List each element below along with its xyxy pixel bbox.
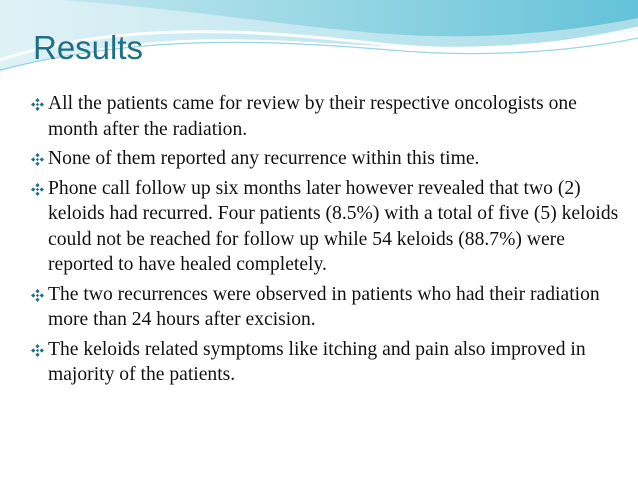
bullet-list [30, 91, 620, 392]
bullet-item [30, 282, 620, 333]
bullet-text: All the patients came for review by their respective oncologists one month after the radiation. [48, 93, 577, 140]
bullet-item [30, 146, 620, 172]
diamond-cluster-icon [31, 289, 44, 302]
bullet-text: The two recurrences were observed in patients who had their radiation more than 24 hours after excision. [48, 283, 600, 330]
bullet-text: Phone call follow up six months later however revealed that two (2) keloids had recurred. Four patients (8.5%) with a total of five (5) keloids could not be reached for follow up while 54 keloids (88.7%) were reported to have healed completely. [48, 177, 619, 275]
slide-title: Results [33, 29, 144, 66]
bullet-item [30, 337, 620, 388]
diamond-cluster-icon [31, 344, 44, 357]
diamond-cluster-icon [31, 98, 44, 111]
bullet-text: None of them reported any recurrence within this time. [48, 148, 480, 169]
bullet-text: The keloids related symptoms like itching and pain also improved in majority of the patients. [48, 338, 586, 385]
diamond-cluster-icon [31, 183, 44, 196]
bullet-item [30, 176, 620, 278]
bullet-item [30, 91, 620, 142]
diamond-cluster-icon [31, 153, 44, 166]
